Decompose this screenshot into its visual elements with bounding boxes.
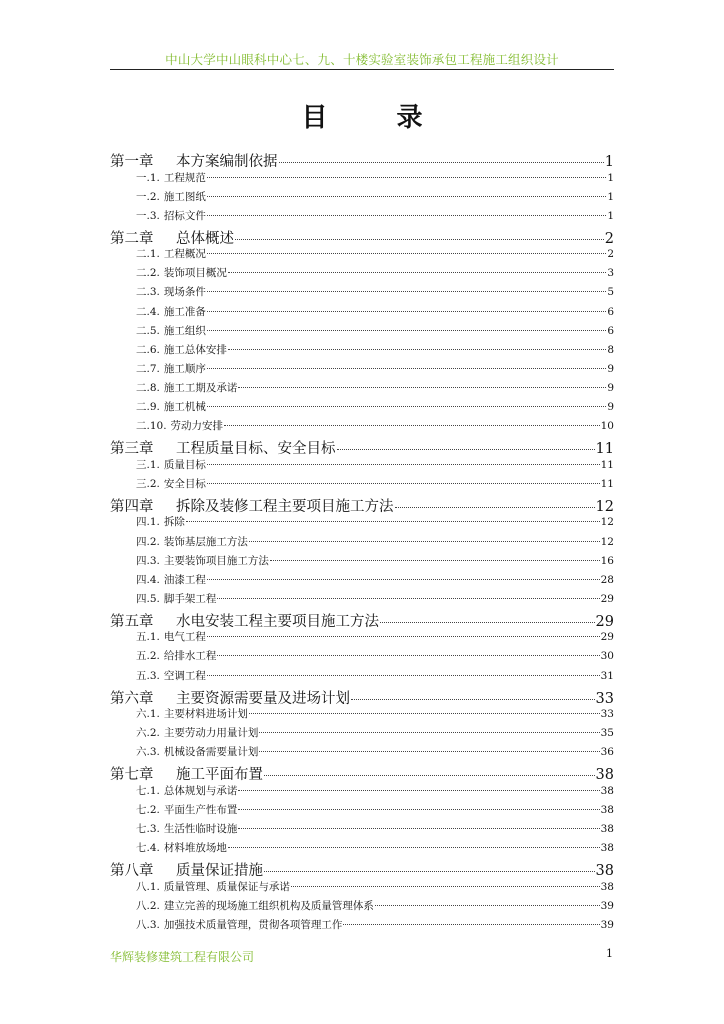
running-header: 中山大学中山眼科中心七、九、十楼实验室装饰承包工程施工组织设计	[165, 52, 559, 67]
toc-dot-leader	[207, 177, 606, 178]
toc-entry-label: 现场条件	[163, 286, 206, 299]
toc-entry-number: 七.2.	[136, 804, 160, 817]
toc-entry-label: 主要装饰项目施工方法	[163, 554, 269, 567]
toc-entry-page: 29	[600, 631, 614, 644]
toc-entry-page: 9	[607, 381, 614, 394]
toc-section-entry[interactable]	[110, 265, 614, 284]
toc-entry-label: 施工平面布置	[176, 767, 263, 784]
page-title: 目 录	[301, 103, 453, 133]
toc-entry-page: 28	[600, 573, 614, 586]
toc-section-entry[interactable]	[110, 821, 614, 840]
toc-dot-leader	[207, 675, 600, 676]
toc-dot-leader	[238, 790, 599, 791]
toc-entry-label: 主要资源需要量及进场计划	[176, 690, 350, 707]
toc-dot-leader	[207, 311, 606, 312]
toc-chapter-entry[interactable]	[110, 687, 614, 707]
toc-entry-page: 6	[607, 305, 614, 318]
toc-dot-leader	[279, 162, 604, 163]
toc-section-entry[interactable]	[110, 304, 614, 323]
toc-entry-page: 6	[607, 324, 614, 337]
toc-entry-number: 四.1.	[136, 516, 160, 529]
toc-entry-label: 质量目标	[163, 458, 206, 471]
toc-entry-number: 二.2.	[136, 267, 160, 280]
toc-dot-leader	[207, 330, 606, 331]
toc-entry-number: 三.1.	[136, 458, 160, 471]
toc-section-entry[interactable]	[110, 342, 614, 361]
toc-dot-leader	[264, 871, 595, 872]
toc-section-entry[interactable]	[110, 783, 614, 802]
toc-section-entry[interactable]	[110, 629, 614, 648]
toc-entry-label: 装饰项目概况	[163, 267, 227, 280]
toc-entry-number: 三.2.	[136, 477, 160, 490]
toc-entry-number: 第六章	[110, 690, 154, 707]
toc-section-entry[interactable]	[110, 648, 614, 667]
toc-entry-page: 38	[595, 863, 614, 880]
toc-section-entry[interactable]	[110, 284, 614, 303]
toc-entry-page: 31	[600, 669, 614, 682]
toc-entry-number: 八.1.	[136, 880, 160, 893]
toc-section-entry[interactable]	[110, 725, 614, 744]
toc-section-entry[interactable]	[110, 553, 614, 572]
toc-entry-label: 主要材料进场计划	[163, 708, 248, 721]
toc-dot-leader	[259, 732, 599, 733]
toc-entry-page: 11	[595, 441, 614, 458]
toc-dot-leader	[249, 713, 600, 714]
table-of-contents	[110, 150, 614, 936]
toc-entry-page: 1	[604, 154, 614, 170]
toc-entry-page: 38	[595, 767, 614, 784]
toc-entry-page: 10	[600, 420, 614, 433]
toc-dot-leader	[264, 775, 595, 776]
toc-chapter-entry[interactable]	[110, 610, 614, 630]
toc-entry-number: 五.2.	[136, 650, 160, 663]
toc-entry-label: 施工机械	[163, 401, 206, 414]
toc-dot-leader	[351, 699, 595, 700]
toc-section-entry[interactable]	[110, 189, 614, 208]
toc-entry-label: 空调工程	[163, 669, 206, 682]
toc-entry-page: 39	[600, 919, 614, 931]
toc-entry-number: 第三章	[110, 441, 154, 458]
toc-entry-label: 工程规范	[163, 171, 206, 184]
toc-entry-page: 2	[604, 230, 614, 247]
toc-entry-page: 8	[607, 343, 614, 356]
toc-chapter-entry[interactable]	[110, 763, 614, 783]
toc-entry-page: 29	[600, 592, 614, 605]
toc-dot-leader	[270, 560, 600, 561]
toc-entry-number: 二.7.	[136, 362, 160, 375]
toc-entry-label: 装饰基层施工方法	[163, 535, 248, 548]
toc-entry-page: 36	[600, 746, 614, 759]
toc-entry-page: 1	[607, 209, 614, 222]
toc-section-entry[interactable]	[110, 591, 614, 610]
toc-entry-number: 第七章	[110, 767, 154, 784]
toc-entry-page: 29	[595, 613, 614, 630]
toc-entry-page: 30	[600, 650, 614, 663]
toc-entry-label: 工程质量目标、安全目标	[176, 441, 336, 458]
toc-section-entry[interactable]	[110, 246, 614, 265]
toc-entry-number: 一.2.	[136, 190, 160, 203]
toc-entry-number: 五.3.	[136, 669, 160, 682]
toc-dot-leader	[224, 425, 600, 426]
toc-entry-label: 加强技术质量管理，贯彻各项管理工作	[163, 919, 343, 931]
toc-dot-leader	[228, 847, 600, 848]
toc-entry-label: 材料堆放场地	[163, 842, 227, 855]
toc-dot-leader	[343, 924, 599, 925]
toc-entry-page: 12	[600, 516, 614, 529]
toc-entry-label: 脚手架工程	[163, 592, 217, 605]
toc-entry-label: 质量管理、质量保证与承诺	[163, 880, 290, 893]
toc-dot-leader	[375, 905, 600, 906]
toc-entry-label: 安全目标	[163, 477, 206, 490]
toc-section-entry[interactable]	[110, 380, 614, 399]
toc-entry-number: 二.1.	[136, 248, 160, 261]
toc-entry-label: 平面生产性布置	[163, 804, 238, 817]
toc-dot-leader	[337, 449, 595, 450]
toc-section-entry[interactable]	[110, 706, 614, 725]
toc-entry-page: 38	[600, 842, 614, 855]
toc-entry-number: 六.2.	[136, 727, 160, 740]
toc-dot-leader	[228, 272, 606, 273]
toc-section-entry[interactable]	[110, 744, 614, 763]
toc-dot-leader	[235, 239, 604, 240]
toc-dot-leader	[238, 387, 606, 388]
toc-entry-page: 38	[600, 784, 614, 797]
toc-dot-leader	[207, 406, 606, 407]
toc-entry-page: 35	[600, 727, 614, 740]
toc-entry-page: 11	[600, 477, 614, 490]
toc-entry-number: 二.9.	[136, 401, 160, 414]
toc-entry-label: 施工准备	[163, 305, 206, 318]
toc-section-entry[interactable]	[110, 879, 614, 898]
toc-section-entry[interactable]	[110, 668, 614, 687]
toc-chapter-entry[interactable]	[110, 437, 614, 457]
toc-section-entry[interactable]	[110, 323, 614, 342]
toc-chapter-entry[interactable]	[110, 227, 614, 247]
toc-entry-number: 二.3.	[136, 286, 160, 299]
toc-entry-number: 四.2.	[136, 535, 160, 548]
toc-entry-number: 七.1.	[136, 784, 160, 797]
toc-entry-number: 四.4.	[136, 573, 160, 586]
toc-section-entry[interactable]	[110, 208, 614, 227]
toc-entry-label: 总体规划与承诺	[163, 784, 238, 797]
toc-dot-leader	[207, 253, 606, 254]
toc-dot-leader	[207, 215, 606, 216]
toc-entry-page: 12	[600, 535, 614, 548]
toc-entry-number: 一.3.	[136, 209, 160, 222]
toc-section-entry[interactable]	[110, 802, 614, 821]
toc-entry-number: 二.5.	[136, 324, 160, 337]
toc-entry-page: 9	[607, 401, 614, 414]
toc-entry-label: 总体概述	[176, 230, 234, 247]
toc-entry-page: 9	[607, 362, 614, 375]
toc-dot-leader	[207, 464, 600, 465]
toc-dot-leader	[207, 196, 606, 197]
toc-dot-leader	[207, 291, 606, 292]
page-number: 1	[606, 947, 613, 960]
toc-entry-label: 施工组织	[163, 324, 206, 337]
toc-dot-leader	[259, 751, 599, 752]
toc-section-entry[interactable]	[110, 170, 614, 189]
toc-dot-leader	[207, 368, 606, 369]
toc-entry-number: 第二章	[110, 230, 154, 247]
toc-entry-page: 38	[600, 823, 614, 836]
toc-entry-number: 六.3.	[136, 746, 160, 759]
toc-entry-number: 二.4.	[136, 305, 160, 318]
footer-company: 华辉装修建筑工程有限公司	[110, 950, 255, 964]
toc-entry-label: 施工总体安排	[163, 343, 227, 356]
toc-entry-number: 四.3.	[136, 554, 160, 567]
toc-entry-number: 一.1.	[136, 171, 160, 184]
toc-entry-page: 1	[607, 190, 614, 203]
toc-entry-page: 2	[607, 248, 614, 261]
toc-section-entry[interactable]	[110, 534, 614, 553]
toc-entry-label: 拆除及装修工程主要项目施工方法	[176, 498, 394, 515]
toc-dot-leader	[207, 636, 600, 637]
toc-entry-number: 第八章	[110, 863, 154, 880]
toc-entry-page: 33	[595, 690, 614, 707]
toc-entry-page: 38	[600, 804, 614, 817]
toc-dot-leader	[238, 828, 599, 829]
toc-entry-label: 油漆工程	[163, 573, 206, 586]
toc-entry-page: 33	[600, 708, 614, 721]
toc-chapter-entry[interactable]	[110, 859, 614, 879]
toc-section-entry[interactable]	[110, 361, 614, 380]
toc-entry-page: 3	[607, 267, 614, 280]
toc-entry-number: 第一章	[110, 154, 154, 170]
toc-entry-number: 六.1.	[136, 708, 160, 721]
toc-dot-leader	[249, 541, 600, 542]
toc-entry-label: 机械设备需要量计划	[163, 746, 259, 759]
toc-section-entry[interactable]	[110, 514, 614, 533]
header-divider	[110, 69, 614, 70]
toc-entry-label: 主要劳动力用量计划	[163, 727, 259, 740]
toc-dot-leader	[380, 622, 595, 623]
toc-section-entry[interactable]	[110, 840, 614, 859]
toc-dot-leader	[291, 886, 600, 887]
toc-section-entry[interactable]	[110, 457, 614, 476]
toc-dot-leader	[228, 349, 606, 350]
toc-chapter-entry[interactable]	[110, 150, 614, 170]
toc-entry-page: 39	[600, 899, 614, 912]
toc-entry-label: 给排水工程	[163, 650, 217, 663]
toc-entry-number: 八.2.	[136, 899, 160, 912]
toc-entry-page: 38	[600, 880, 614, 893]
toc-entry-number: 八.3.	[136, 919, 160, 931]
toc-chapter-entry[interactable]	[110, 495, 614, 515]
toc-section-entry[interactable]	[110, 898, 614, 917]
toc-entry-page: 11	[600, 458, 614, 471]
toc-dot-leader	[217, 655, 599, 656]
toc-entry-label: 招标文件	[163, 209, 206, 222]
toc-dot-leader	[186, 521, 600, 522]
toc-entry-page: 5	[607, 286, 614, 299]
toc-dot-leader	[395, 507, 595, 508]
toc-entry-label: 拆除	[163, 516, 185, 529]
toc-entry-label: 劳动力安排	[170, 420, 224, 433]
toc-entry-number: 第四章	[110, 498, 154, 515]
toc-entry-label: 生活性临时设施	[163, 823, 238, 836]
toc-dot-leader	[207, 579, 600, 580]
toc-entry-number: 七.3.	[136, 823, 160, 836]
toc-entry-label: 工程概况	[163, 248, 206, 261]
toc-entry-number: 五.1.	[136, 631, 160, 644]
toc-dot-leader	[207, 483, 600, 484]
toc-entry-label: 施工顺序	[163, 362, 206, 375]
toc-entry-label: 水电安装工程主要项目施工方法	[176, 613, 379, 630]
toc-entry-page: 12	[595, 498, 614, 515]
toc-entry-label: 质量保证措施	[176, 863, 263, 880]
toc-entry-page: 1	[607, 171, 614, 184]
toc-dot-leader	[238, 809, 599, 810]
toc-section-entry[interactable]	[110, 399, 614, 418]
toc-section-entry[interactable]	[110, 418, 614, 437]
toc-section-entry[interactable]	[110, 476, 614, 495]
toc-entry-number: 七.4.	[136, 842, 160, 855]
toc-entry-number: 四.5.	[136, 592, 160, 605]
toc-entry-number: 二.6.	[136, 343, 160, 356]
toc-entry-label: 建立完善的现场施工组织机构及质量管理体系	[163, 899, 374, 912]
toc-entry-number: 第五章	[110, 613, 154, 630]
toc-entry-number: 二.8.	[136, 381, 160, 394]
toc-entry-label: 施工工期及承诺	[163, 381, 238, 394]
toc-entry-label: 电气工程	[163, 631, 206, 644]
toc-entry-number: 二.10.	[136, 420, 167, 433]
toc-entry-label: 本方案编制依据	[176, 154, 278, 170]
toc-section-entry[interactable]	[110, 917, 614, 936]
toc-section-entry[interactable]	[110, 572, 614, 591]
toc-entry-label: 施工图纸	[163, 190, 206, 203]
toc-dot-leader	[217, 598, 599, 599]
toc-entry-page: 16	[600, 554, 614, 567]
